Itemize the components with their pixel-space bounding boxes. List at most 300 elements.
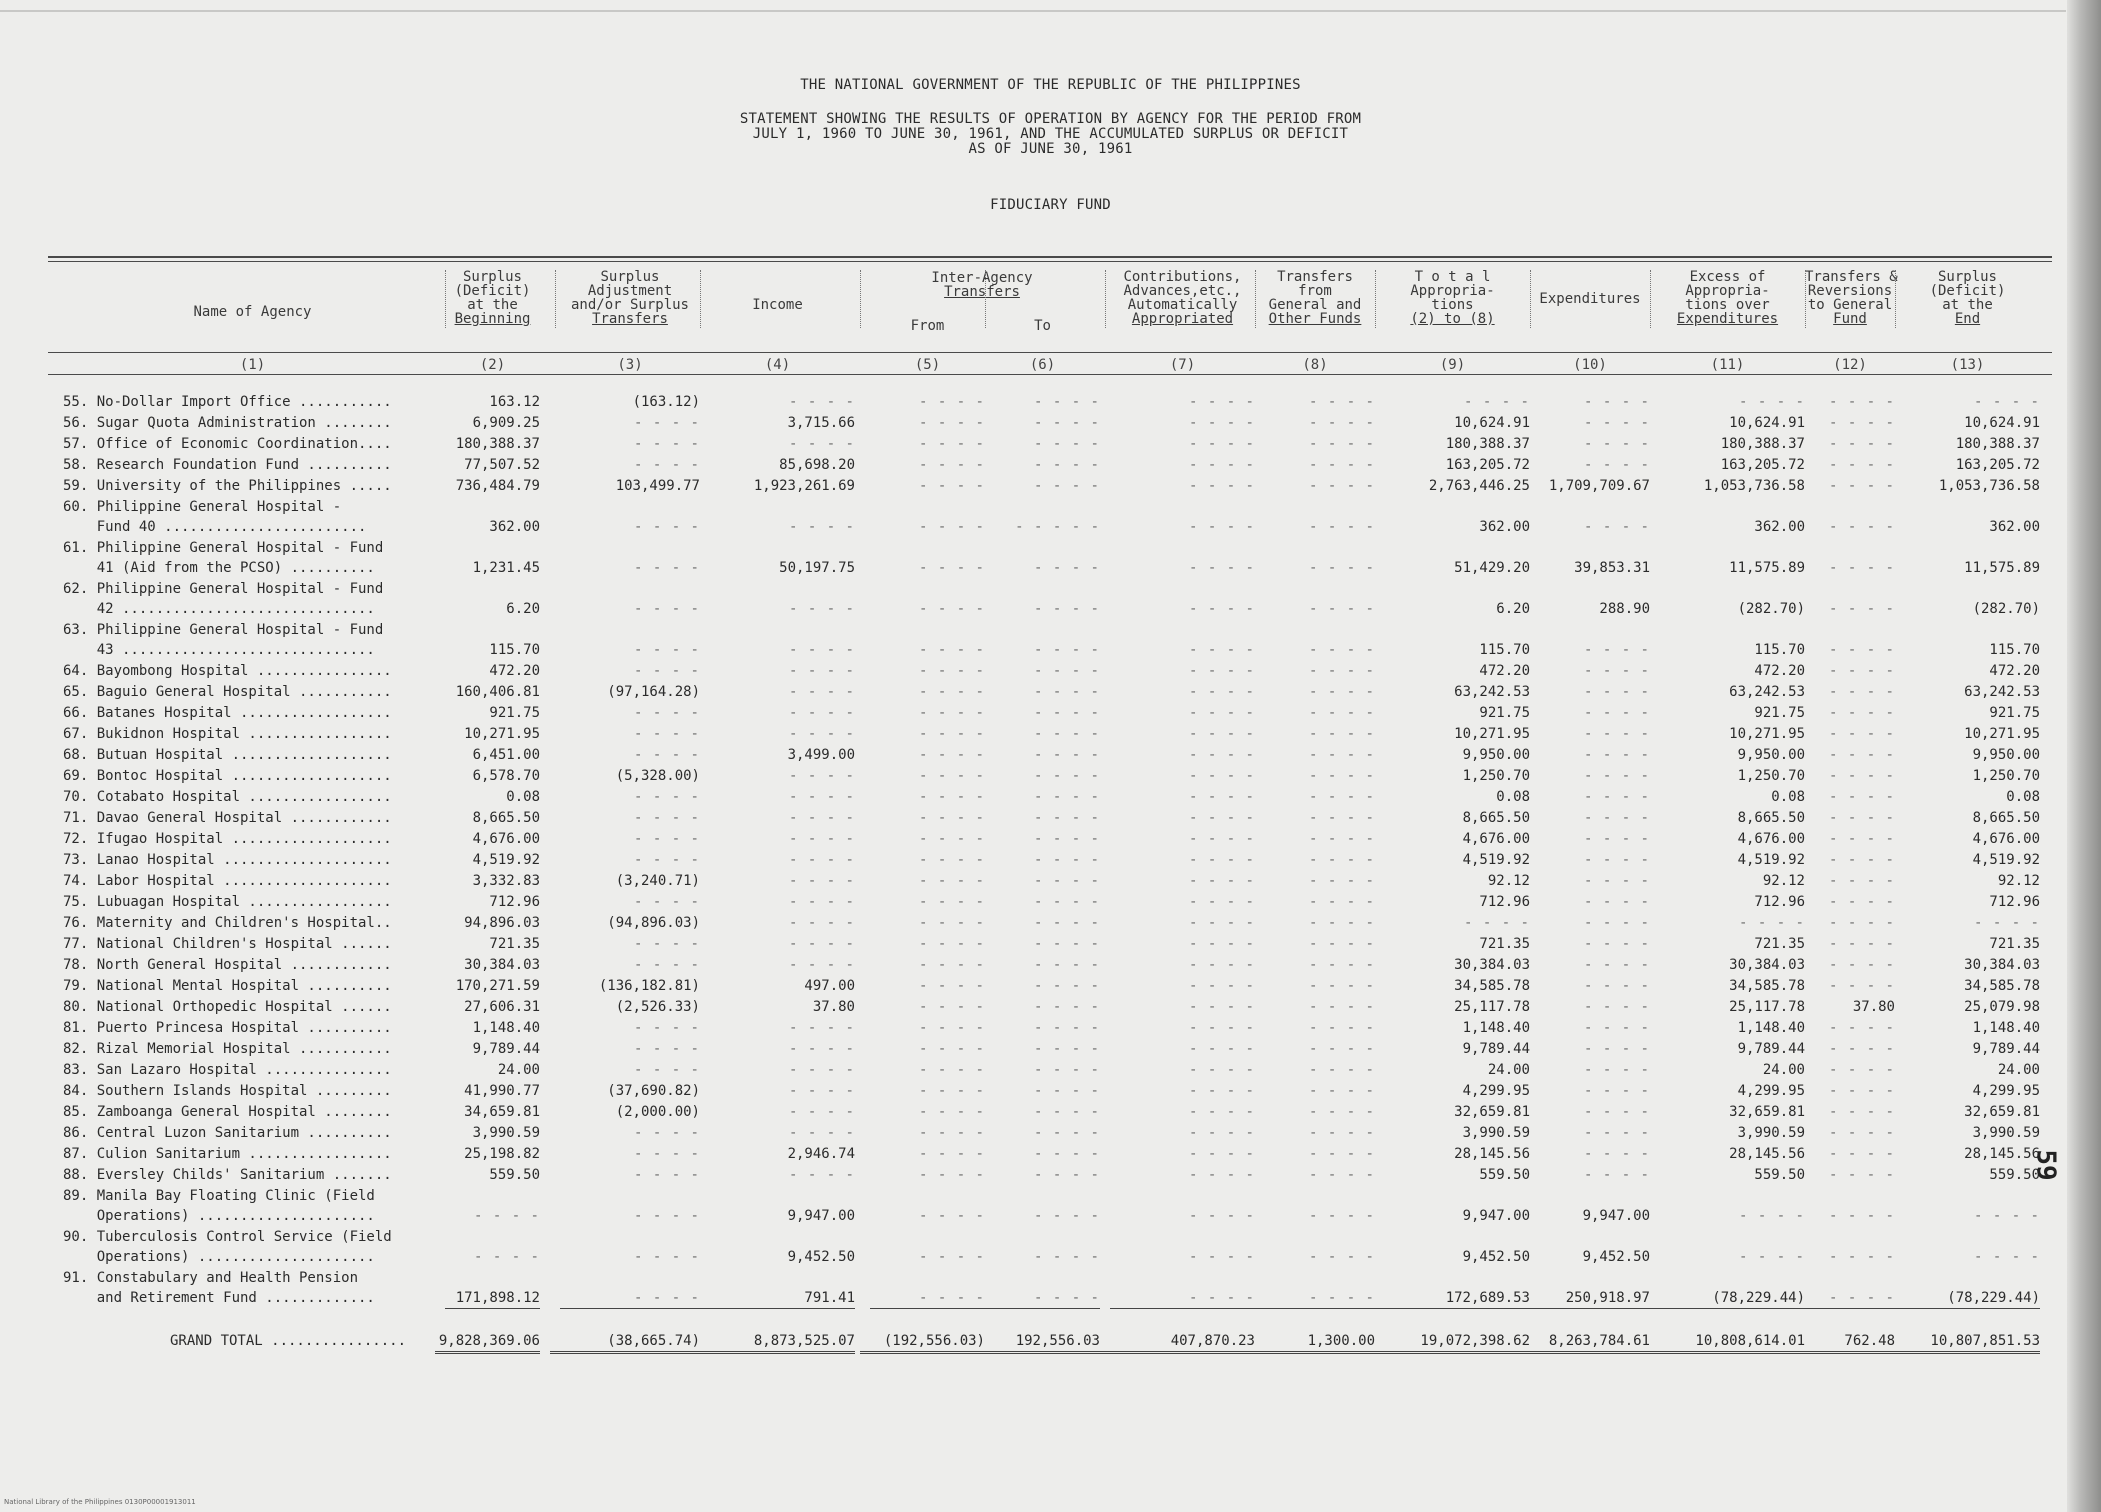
agency-name: 68. Butuan Hospital ................... [63, 747, 392, 763]
cell-col-9: 3,990.59 [1462, 1125, 1530, 1141]
column-number-6: (6) [1029, 357, 1056, 373]
column-header-line: at the [1942, 297, 1993, 313]
cell-col-12: - - - - [1828, 1041, 1895, 1057]
cell-col-8: - - - - [1308, 978, 1375, 994]
cell-col-7: - - - - [1188, 1125, 1255, 1141]
cell-col-8: - - - - [1308, 999, 1375, 1015]
column-header-line: Appropria- [1410, 283, 1495, 299]
cell-col-2: 30,384.03 [464, 957, 540, 973]
cell-col-4: 37.80 [812, 999, 855, 1015]
cell-col-6: - - - - [1033, 1249, 1100, 1265]
cell-col-3: - - - - [633, 1020, 700, 1036]
column-header-line: Appropria- [1685, 283, 1770, 299]
fold-line [0, 10, 2066, 12]
cell-col-9: 9,947.00 [1462, 1208, 1530, 1224]
cell-col-3: - - - - [633, 436, 700, 452]
cell-col-7: - - - - [1188, 957, 1255, 973]
cell-col-9: 24.00 [1487, 1062, 1530, 1078]
cell-col-9: 4,676.00 [1462, 831, 1530, 847]
cell-col-4: - - - - [788, 642, 855, 658]
cell-col-3: (5,328.00) [615, 768, 700, 784]
cell-col-6: - - - - [1033, 642, 1100, 658]
cell-col-2: 94,896.03 [464, 915, 540, 931]
cell-col-12: 37.80 [1852, 999, 1895, 1015]
cell-col-2: 6.20 [506, 601, 540, 617]
cell-col-10: - - - - [1583, 957, 1650, 973]
agency-name: 55. No-Dollar Import Office ........... [63, 394, 392, 410]
cell-col-2: 41,990.77 [464, 1083, 540, 1099]
cell-col-11: - - - - [1738, 1208, 1805, 1224]
cell-col-3: - - - - [633, 747, 700, 763]
cell-col-8: - - - - [1308, 831, 1375, 847]
cell-col-10: - - - - [1583, 1104, 1650, 1120]
cell-col-9: 25,117.78 [1454, 999, 1530, 1015]
cell-col-9: 163,205.72 [1445, 457, 1530, 473]
cell-col-11: 4,299.95 [1737, 1083, 1805, 1099]
cell-col-11: 721.35 [1754, 936, 1805, 952]
cell-col-2: - - - - [473, 1208, 540, 1224]
colnum-bottom-rule [48, 374, 2052, 375]
agency-name: 81. Puerto Princesa Hospital .......... [63, 1020, 392, 1036]
cell-col-10: - - - - [1583, 1020, 1650, 1036]
column-header-line: (Deficit) [1929, 283, 2006, 299]
agency-name: 80. National Orthopedic Hospital ...... [63, 999, 392, 1015]
cell-col-11: 4,676.00 [1737, 831, 1805, 847]
cell-col-3: - - - - [633, 831, 700, 847]
cell-col-4: - - - - [788, 663, 855, 679]
cell-col-7: - - - - [1188, 831, 1255, 847]
cell-col-5: - - - - [918, 1062, 985, 1078]
cell-col-12: - - - - [1828, 1249, 1895, 1265]
column-header-line: and/or Surplus [570, 297, 689, 313]
column-header-line: T o t a l [1414, 269, 1491, 285]
cell-col-11: 34,585.78 [1729, 978, 1805, 994]
cell-col-6: - - - - [1033, 1041, 1100, 1057]
cell-col-7: - - - - [1188, 394, 1255, 410]
cell-col-11: 25,117.78 [1729, 999, 1805, 1015]
cell-col-6: - - - - [1033, 1125, 1100, 1141]
cell-col-3: - - - - [633, 1041, 700, 1057]
cell-col-11: 1,148.40 [1737, 1020, 1805, 1036]
cell-col-12: - - - - [1828, 478, 1895, 494]
cell-col-10: - - - - [1583, 831, 1650, 847]
agency-name: 66. Batanes Hospital .................. [63, 705, 392, 721]
cell-col-8: - - - - [1308, 684, 1375, 700]
agency-name: 72. Ifugao Hospital ................... [63, 831, 392, 847]
cell-col-2: 34,659.81 [464, 1104, 540, 1120]
cell-col-10: - - - - [1583, 789, 1650, 805]
cell-col-13: 10,624.91 [1964, 415, 2040, 431]
cell-col-6: - - - - [1033, 415, 1100, 431]
cell-col-3: - - - - [633, 642, 700, 658]
cell-col-6: - - - - [1033, 1062, 1100, 1078]
cell-col-9: 9,452.50 [1462, 1249, 1530, 1265]
cell-col-2: 921.75 [489, 705, 540, 721]
column-header-7 [1110, 270, 1255, 326]
cell-col-2: 559.50 [489, 1167, 540, 1183]
cell-col-11: 559.50 [1754, 1167, 1805, 1183]
cell-col-12: - - - - [1805, 1288, 1895, 1309]
column-number-3: (3) [617, 357, 643, 373]
cell-col-13: 10,271.95 [1964, 726, 2040, 742]
cell-col-9: 172,689.53 [1375, 1288, 1530, 1309]
cell-col-9: 28,145.56 [1454, 1146, 1530, 1162]
cell-col-13: - - - - [1973, 1249, 2040, 1265]
cell-col-9: 4,299.95 [1462, 1083, 1530, 1099]
cell-col-2: 163.12 [489, 394, 540, 410]
column-header-1 [60, 305, 445, 319]
agency-name: 83. San Lazaro Hospital ............... [63, 1062, 392, 1078]
cell-col-12: - - - - [1828, 978, 1895, 994]
cell-col-12: - - - - [1828, 1146, 1895, 1162]
column-header-5 [870, 319, 985, 333]
cell-col-8: - - - - [1308, 478, 1375, 494]
cell-col-5: - - - - [918, 915, 985, 931]
column-number-5: (5) [914, 357, 941, 373]
agency-name: 63. Philippine General Hospital - Fund 43 .............................. [63, 622, 384, 658]
cell-col-7: - - - - [1188, 1041, 1255, 1057]
cell-col-6: - - - - [1033, 873, 1100, 889]
cell-col-8: - - - - [1308, 642, 1375, 658]
cell-col-9: 4,519.92 [1462, 852, 1530, 868]
cell-col-4: 50,197.75 [779, 560, 855, 576]
cell-col-2: 9,789.44 [472, 1041, 540, 1057]
cell-col-3: - - - - [633, 705, 700, 721]
cell-col-8: - - - - [1308, 957, 1375, 973]
cell-col-8: - - - - [1308, 894, 1375, 910]
cell-col-10: - - - - [1583, 519, 1650, 535]
cell-col-8: - - - - [1308, 1083, 1375, 1099]
column-separator [555, 270, 556, 328]
cell-col-2: 1,231.45 [472, 560, 540, 576]
cell-col-12: - - - - [1828, 831, 1895, 847]
cell-col-8: - - - - [1308, 768, 1375, 784]
cell-col-10: - - - - [1583, 705, 1650, 721]
column-header-4 [700, 298, 855, 312]
agency-name: 71. Davao General Hospital ............ [63, 810, 392, 826]
statement-line-1: STATEMENT SHOWING THE RESULTS OF OPERATION BY AGENCY FOR THE PERIOD FROM [739, 111, 1362, 127]
cell-col-2: 736,484.79 [455, 478, 540, 494]
cell-col-4: - - - - [788, 810, 855, 826]
cell-col-8: - - - - [1308, 1249, 1375, 1265]
cell-col-2: 77,507.52 [464, 457, 540, 473]
cell-col-11: (282.70) [1737, 601, 1805, 617]
agency-name: 70. Cotabato Hospital ................. [63, 789, 392, 805]
column-number-11: (11) [1710, 357, 1745, 373]
agency-name: 65. Baguio General Hospital ........... [63, 684, 392, 700]
cell-col-7: - - - - [1188, 1062, 1255, 1078]
agency-name: 74. Labor Hospital .................... [63, 873, 392, 889]
cell-col-9: 1,250.70 [1462, 768, 1530, 784]
agency-name: 61. Philippine General Hospital - Fund 41 (Aid from the PCSO) .......... [63, 540, 384, 576]
cell-col-10: - - - - [1583, 978, 1650, 994]
column-number-7: (7) [1169, 357, 1196, 373]
column-separator [1105, 270, 1106, 328]
cell-col-11: 30,384.03 [1729, 957, 1805, 973]
cell-col-12: - - - - [1828, 873, 1895, 889]
cell-col-6: - - - - [1033, 726, 1100, 742]
column-header-2 [445, 270, 540, 326]
cell-col-6: - - - - [1033, 1167, 1100, 1183]
cell-col-4: - - - - [788, 436, 855, 452]
cell-col-3: - - - - [633, 1125, 700, 1141]
cell-col-5: - - - - [918, 642, 985, 658]
cell-col-5: - - - - [918, 726, 985, 742]
header-bottom-rule [48, 352, 2052, 353]
cell-col-5: - - - - [918, 519, 985, 535]
cell-col-3: - - - - [633, 1146, 700, 1162]
cell-col-9: 115.70 [1479, 642, 1530, 658]
cell-col-3: - - - - [633, 810, 700, 826]
cell-col-7: - - - - [1188, 1083, 1255, 1099]
cell-col-13: (282.70) [1972, 601, 2040, 617]
cell-col-11: 63,242.53 [1729, 684, 1805, 700]
agency-name: 79. National Mental Hospital .......... [63, 978, 392, 994]
cell-col-4: 791.41 [700, 1288, 855, 1309]
cell-col-12: - - - - [1828, 915, 1895, 931]
cell-col-6: - - - - [1033, 1146, 1100, 1162]
cell-col-12: - - - - [1828, 436, 1895, 452]
cell-col-4: - - - - [788, 1125, 855, 1141]
cell-col-7: - - - - [1188, 747, 1255, 763]
cell-col-13: 472.20 [1989, 663, 2040, 679]
cell-col-2: 3,332.83 [472, 873, 540, 889]
cell-col-7: - - - - [1188, 519, 1255, 535]
cell-col-12: - - - - [1828, 936, 1895, 952]
cell-col-7: - - - - [1188, 1167, 1255, 1183]
cell-col-12: - - - - [1828, 1125, 1895, 1141]
cell-col-12: - - - - [1828, 852, 1895, 868]
cell-col-10: 1,709,709.67 [1548, 478, 1650, 494]
column-header-12 [1805, 269, 1898, 327]
cell-col-13: 25,079.98 [1964, 999, 2040, 1015]
column-header-line: Expenditures [1539, 291, 1641, 307]
cell-col-2: 3,990.59 [472, 1125, 540, 1141]
cell-col-10: - - - - [1583, 726, 1650, 742]
cell-col-7: - - - - [1188, 894, 1255, 910]
cell-col-3: - - - - [633, 519, 700, 535]
cell-col-7: - - - - [1188, 810, 1255, 826]
cell-col-8: - - - - [1308, 915, 1375, 931]
cell-col-11: 32,659.81 [1729, 1104, 1805, 1120]
cell-col-2: 712.96 [489, 894, 540, 910]
cell-col-6: - - - - [1033, 684, 1100, 700]
cell-col-10: - - - - [1583, 894, 1650, 910]
cell-col-6: - - - - [1033, 810, 1100, 826]
cell-col-4: - - - - [788, 852, 855, 868]
cell-col-10: - - - - [1583, 1167, 1650, 1183]
cell-col-9: 10,271.95 [1454, 726, 1530, 742]
cell-col-2: 472.20 [489, 663, 540, 679]
statement-line-3: AS OF JUNE 30, 1961 [968, 141, 1133, 157]
cell-col-2: 0.08 [506, 789, 540, 805]
cell-col-5: - - - - [918, 457, 985, 473]
cell-col-6: - - - - [1033, 978, 1100, 994]
cell-col-10: 288.90 [1599, 601, 1650, 617]
cell-col-7: - - - - [1188, 789, 1255, 805]
grand-total-col-10: 8,263,784.61 [1520, 1331, 1650, 1354]
cell-col-4: - - - - [788, 519, 855, 535]
cell-col-4: - - - - [788, 705, 855, 721]
cell-col-7: - - - - [1188, 1104, 1255, 1120]
cell-col-2: 24.00 [497, 1062, 540, 1078]
cell-col-8: - - - - [1308, 1146, 1375, 1162]
agency-name: 90. Tuberculosis Control Service (Field Operations) ..................... [63, 1229, 392, 1265]
cell-col-6: - - - - [1033, 705, 1100, 721]
cell-col-9: 1,148.40 [1462, 1020, 1530, 1036]
cell-col-2: - - - - [473, 1249, 540, 1265]
cell-col-6: - - - - [1033, 936, 1100, 952]
cell-col-11: 362.00 [1754, 519, 1805, 535]
cell-col-8: - - - - [1308, 519, 1375, 535]
cell-col-7: - - - - [1188, 560, 1255, 576]
column-separator [1805, 270, 1806, 328]
cell-col-11: - - - - [1738, 1249, 1805, 1265]
cell-col-2: 171,898.12 [445, 1288, 540, 1309]
cell-col-2: 160,406.81 [455, 684, 540, 700]
cell-col-8: - - - - [1308, 726, 1375, 742]
cell-col-7: - - - - [1188, 1146, 1255, 1162]
cell-col-7: - - - - [1188, 705, 1255, 721]
cell-col-8: - - - - [1308, 873, 1375, 889]
agency-name: 76. Maternity and Children's Hospital.. [63, 915, 392, 931]
cell-col-9: 63,242.53 [1454, 684, 1530, 700]
cell-col-4: - - - - [788, 1020, 855, 1036]
cell-col-13: 559.50 [1989, 1167, 2040, 1183]
cell-col-7: - - - - [1188, 726, 1255, 742]
cell-col-10: - - - - [1583, 1146, 1650, 1162]
cell-col-12: - - - - [1828, 684, 1895, 700]
cell-col-2: 27,606.31 [464, 999, 540, 1015]
column-number-1: (1) [239, 357, 266, 373]
column-header-9 [1375, 270, 1530, 326]
cell-col-5: - - - - [918, 1104, 985, 1120]
cell-col-11: - - - - [1738, 915, 1805, 931]
cell-col-3: (94,896.03) [607, 915, 700, 931]
column-header-line: (Deficit) [454, 283, 531, 299]
grand-total-col-4: 8,873,525.07 [690, 1331, 855, 1354]
cell-col-13: (78,229.44) [1895, 1288, 2040, 1309]
cell-col-10: - - - - [1583, 436, 1650, 452]
cell-col-6: - - - - [1033, 1020, 1100, 1036]
cell-col-9: 180,388.37 [1445, 436, 1530, 452]
agency-name: 78. North General Hospital ............ [63, 957, 392, 973]
cell-col-10: - - - - [1583, 394, 1650, 410]
cell-col-7: - - - - [1188, 852, 1255, 868]
column-header-11 [1650, 270, 1805, 326]
cell-col-13: 721.35 [1989, 936, 2040, 952]
column-header-line: Expenditures [1676, 311, 1779, 327]
cell-col-8: - - - - [1308, 1208, 1375, 1224]
column-header-line: Surplus [462, 269, 522, 285]
transfers-label: Transfers [944, 284, 1020, 300]
cell-col-8: - - - - [1308, 394, 1375, 410]
cell-col-6: - - - - [1033, 915, 1100, 931]
cell-col-4: - - - - [788, 1041, 855, 1057]
cell-col-13: 1,053,736.58 [1938, 478, 2040, 494]
cell-col-5: - - - - [918, 684, 985, 700]
cell-col-9: 9,950.00 [1462, 747, 1530, 763]
cell-col-13: 4,519.92 [1972, 852, 2040, 868]
cell-col-11: 3,990.59 [1737, 1125, 1805, 1141]
cell-col-5: - - - - [918, 978, 985, 994]
cell-col-4: 497.00 [804, 978, 855, 994]
cell-col-13: 9,950.00 [1972, 747, 2040, 763]
grand-total-col-12: 762.48 [1795, 1331, 1895, 1354]
cell-col-11: - - - - [1738, 394, 1805, 410]
cell-col-10: 9,452.50 [1582, 1249, 1650, 1265]
cell-col-13: - - - - [1973, 1208, 2040, 1224]
cell-col-7: - - - - [1188, 642, 1255, 658]
agency-name: 58. Research Foundation Fund .......... [63, 457, 392, 473]
column-header-line: Advances,etc., [1123, 283, 1242, 299]
cell-col-7: - - - - [1188, 1208, 1255, 1224]
cell-col-12: - - - - [1828, 1020, 1895, 1036]
column-header-3 [560, 270, 700, 326]
column-separator [1895, 270, 1896, 328]
column-header-line: Transfers [592, 311, 668, 327]
cell-col-12: - - - - [1828, 768, 1895, 784]
cell-col-9: 2,763,446.25 [1428, 478, 1530, 494]
cell-col-4: 9,452.50 [787, 1249, 855, 1265]
cell-col-12: - - - - [1828, 810, 1895, 826]
cell-col-7: - - - - [1188, 457, 1255, 473]
cell-col-8: - - - - [1308, 1104, 1375, 1120]
grand-total-col-9: 19,072,398.62 [1365, 1331, 1530, 1354]
cell-col-8: - - - - [1308, 852, 1375, 868]
cell-col-13: 0.08 [2006, 789, 2040, 805]
cell-col-7: - - - - [1188, 415, 1255, 431]
cell-col-4: 3,499.00 [787, 747, 855, 763]
document-title-block [0, 78, 2101, 93]
cell-col-5: - - - - [918, 1167, 985, 1183]
cell-col-10: - - - - [1583, 457, 1650, 473]
column-header-line: Income [752, 297, 803, 313]
column-separator [860, 270, 861, 328]
cell-col-11: 712.96 [1754, 894, 1805, 910]
cell-col-8: - - - - [1308, 457, 1375, 473]
cell-col-6: - - - - [1033, 999, 1100, 1015]
cell-col-10: - - - - [1583, 684, 1650, 700]
column-number-12: (12) [1833, 357, 1867, 373]
cell-col-3: (97,164.28) [607, 684, 700, 700]
cell-col-9: 362.00 [1479, 519, 1530, 535]
column-header-13 [1895, 270, 2040, 326]
cell-col-5: - - - - [918, 936, 985, 952]
column-header-line: to General [1807, 297, 1893, 313]
cell-col-8: - - - - [1308, 436, 1375, 452]
cell-col-5: - - - - [918, 1208, 985, 1224]
cell-col-13: 28,145.56 [1964, 1146, 2040, 1162]
cell-col-6: - - - - [1033, 394, 1100, 410]
cell-col-7: - - - - [1188, 663, 1255, 679]
cell-col-3: - - - - [633, 1167, 700, 1183]
cell-col-13: 24.00 [1997, 1062, 2040, 1078]
cell-col-2: 180,388.37 [455, 436, 540, 452]
cell-col-6: - - - - [1033, 457, 1100, 473]
cell-col-10: - - - - [1583, 999, 1650, 1015]
cell-col-6: - - - - [1033, 894, 1100, 910]
column-separator [700, 270, 701, 328]
cell-col-7: - - - - [1188, 768, 1255, 784]
column-number-9: (9) [1439, 357, 1466, 373]
cell-col-12: - - - - [1828, 1083, 1895, 1099]
cell-col-4: - - - - [788, 1083, 855, 1099]
cell-col-3: (3,240.71) [615, 873, 700, 889]
column-header-line: Other Funds [1268, 311, 1362, 327]
cell-col-13: 92.12 [1997, 873, 2040, 889]
government-title: THE NATIONAL GOVERNMENT OF THE REPUBLIC OF THE PHILIPPINES [800, 77, 1301, 93]
